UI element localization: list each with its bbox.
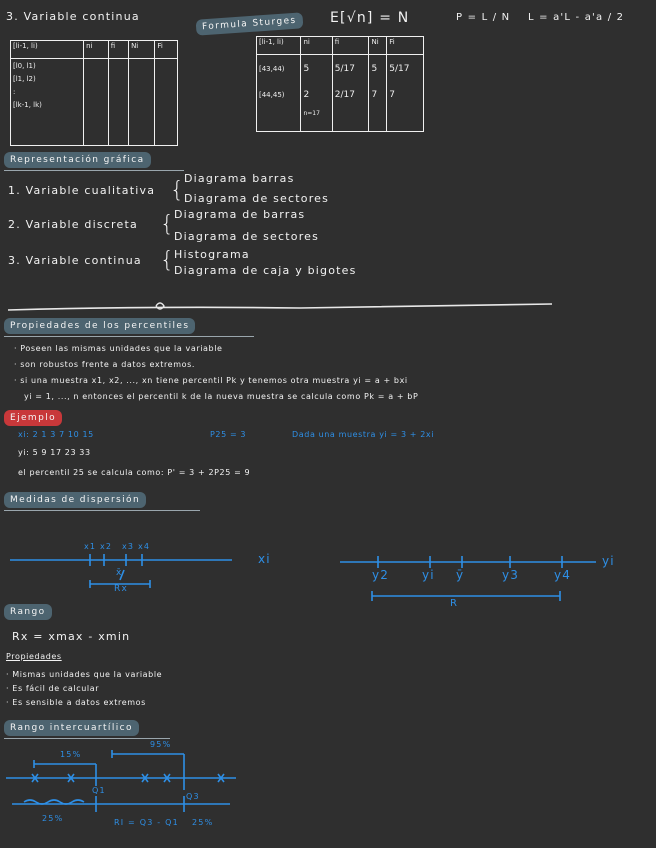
repr-item-option: Diagrama de sectores	[174, 230, 320, 243]
rango-props-title: Propiedades	[6, 652, 62, 661]
point-label-ybar: ȳ	[456, 568, 465, 582]
table1-interval: [l1, l2)	[13, 75, 36, 83]
example-pill: Ejemplo	[4, 410, 62, 426]
iqr-pill: Rango intercuartílico	[4, 720, 139, 736]
example-p25: P25 = 3	[210, 430, 247, 439]
repr-item-label: 1. Variable cualitativa	[8, 184, 156, 197]
iqr-label-q1: Q1	[92, 786, 106, 795]
table1-header: fi	[108, 41, 128, 59]
table2-Ni: 5	[371, 64, 378, 74]
point-label-x3: x3	[122, 542, 135, 551]
brace-icon: {	[160, 248, 176, 273]
table1-header: Fi	[155, 41, 178, 59]
table1-interval: [lk-1, lk)	[13, 101, 42, 109]
table2-fi: 2/17	[334, 90, 355, 100]
table1-interval: [l0, l1)	[13, 62, 36, 70]
brace-icon: {	[170, 178, 186, 203]
table2-interval: [43,44)	[259, 65, 285, 73]
repr-item-option: Diagrama de sectores	[184, 192, 330, 205]
point-label-x1: x1	[84, 542, 97, 551]
repr-item-label: 2. Variable discreta	[8, 218, 138, 231]
percentiles-bullet: · son robustos frente a datos extremos.	[14, 360, 196, 369]
axis-label-yi: yi	[602, 554, 615, 568]
example-note: Dada una muestra yi = 3 + 2xi	[292, 430, 435, 439]
repr-item-option: Histograma	[174, 248, 250, 261]
example-xi: xi: 2 1 3 7 10 15	[18, 430, 94, 439]
repr-item-option: Diagrama de caja y bigotes	[174, 264, 357, 277]
formula-p: P = L / N	[456, 12, 511, 23]
table2-Ni: 7	[371, 90, 378, 100]
table2-total: n=17	[303, 110, 320, 117]
point-label-x4: x4	[138, 542, 151, 551]
rango-prop: · Mismas unidades que la variable	[6, 670, 163, 679]
mean-label-x: x̄	[116, 568, 123, 578]
repr-item-label: 3. Variable continua	[8, 254, 142, 267]
table2-header: ni	[301, 37, 332, 55]
repr-pill: Representación gráfica	[4, 152, 151, 168]
percentiles-bullet: · Poseen las mismas unidades que la variable	[14, 344, 223, 353]
iqr-label-95: 95%	[150, 740, 172, 749]
table2-Fi: 7	[389, 90, 395, 100]
table2-header: Ni	[369, 37, 387, 55]
section-3-heading: 3. Variable continua	[6, 10, 140, 23]
example-yi: yi: 5 9 17 23 33	[18, 448, 91, 457]
percentiles-bullet: yi = 1, ..., n entonces el percentil k de la nueva muestra se calcula como Pk = a + bP	[24, 392, 419, 401]
formula-expected: E[√n] = N	[330, 10, 410, 26]
iqr-bottom-right: 25%	[192, 818, 214, 827]
iqr-bottom-mid: RI = Q3 - Q1	[114, 818, 179, 827]
sturges-pill: Formula Sturges	[196, 12, 304, 35]
percentiles-pill: Propiedades de los percentiles	[4, 318, 195, 334]
point-label-y2: y2	[372, 568, 390, 582]
table2-Fi: 5/17	[389, 64, 410, 74]
example-result: el percentil 25 se calcula como: P' = 3 + 2P25 = 9	[18, 468, 251, 477]
table1-header: [li-1, li)	[11, 41, 84, 59]
point-label-y3: y3	[502, 568, 520, 582]
table2-fi: 5/17	[334, 64, 355, 74]
table2-ni: 5	[303, 64, 310, 74]
range-label-r: R	[450, 598, 459, 609]
table1-header: Ni	[129, 41, 155, 59]
rango-prop: · Es sensible a datos extremos	[6, 698, 146, 707]
brace-icon: {	[160, 212, 176, 237]
table2-header: Fi	[387, 37, 424, 55]
point-label-y4: y4	[554, 568, 572, 582]
iqr-label-q3: Q3	[186, 792, 200, 801]
table2-interval: [44,45)	[259, 91, 285, 99]
iqr-label-15: 15%	[60, 750, 82, 759]
axis-label-xi: xi	[258, 552, 271, 566]
dispersion-pill: Medidas de dispersión	[4, 492, 146, 508]
point-label-yi: yi	[422, 568, 435, 582]
rango-formula: Rx = xmax - xmin	[12, 630, 131, 643]
range-label-rx: Rx	[114, 584, 128, 594]
rango-pill: Rango	[4, 604, 52, 620]
table2-header: fi	[332, 37, 369, 55]
table1-header: ni	[84, 41, 109, 59]
table2-ni: 2	[303, 90, 310, 100]
iqr-bottom-left: 25%	[42, 814, 64, 823]
table2-header: [li-1, li)	[257, 37, 301, 55]
percentiles-bullet: · si una muestra x1, x2, ..., xn tiene percentil Pk y tenemos otra muestra yi = a + bxi	[14, 376, 408, 385]
table1-interval: :	[13, 88, 16, 96]
rango-prop: · Es fácil de calcular	[6, 684, 100, 693]
point-label-x2: x2	[100, 542, 113, 551]
repr-item-option: Diagrama de barras	[174, 208, 306, 221]
repr-item-option: Diagrama barras	[184, 172, 295, 185]
formula-l: L = a'L - a'a / 2	[528, 12, 625, 23]
